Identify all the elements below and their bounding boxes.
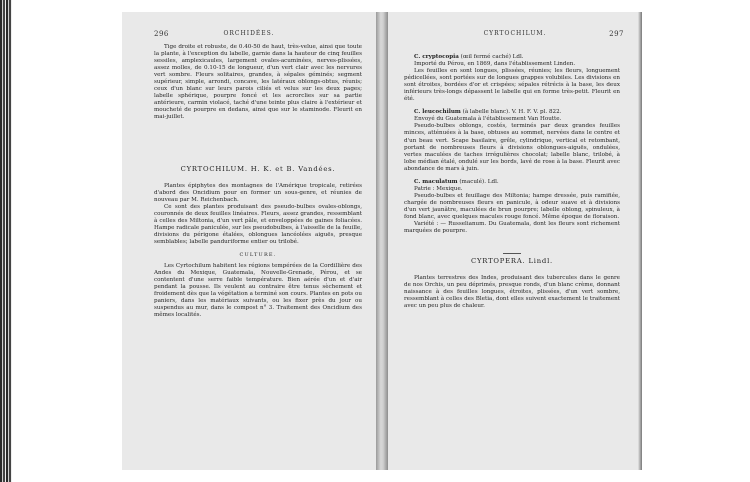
genus-intro-paragraph: Plantes épiphytes des montagnes de l'Amérique tropicale, retirées d'abord des Oncidium pour en former un sous-genre, et réunies de nouveau par M. Reichenbach. [154, 182, 362, 203]
right-page [388, 12, 642, 470]
species-author: (œil fermé caché) Ldl. [460, 54, 524, 60]
species-heading-maculatum [404, 179, 620, 186]
species-description: Les feuilles en sont longues, plissées, réunies; les fleurs, longuement pédicellées, sont portées sur de longues grappes volubiles. Les divisions en sont étroites, bordées d'or et crispées; sépales rétrécis à la base, les deux inférieurs très-longs dépassent le labelle qui en forme très-petit. Fleurit en été. [404, 68, 620, 103]
species-description: Pseudo-bulbes et feuillage des Miltonia; hampe dressée, puis ramifiée, chargée de nombreuses fleurs en panicule, à odeur suave et à divisions d'un vert jaunâtre, maculées de brun pourpre; labelle oblong, spinuleux, à fond blanc, avec quelques macules rouge foncé. Même époque de floraison. [404, 192, 620, 220]
species-variety: Variété : — Russelianum. Du Guatemala, dont les fleurs sont richement marquées de pourpre. [404, 221, 620, 235]
culture-heading: CULTURE. [239, 251, 277, 258]
species-origin: Patrie : Mexique. [414, 185, 463, 192]
culture-paragraph: Les Cyrtochilum habitent les régions tempérées de la Cordillière des Andes du Mexique, Guatemala, Nouvelle-Grenade, Pérou, et se contentent d'une serre faible température. Bien aérée d'un et d'air pendant la pousse. Ils veulent au contraire être tenus sèchement et froidement dès que la végétation a terminé son cours. Plantes en pots ou paniers, dans les matériaux suivants, ou les fixer près du jour ou suspendus au mur, dans le compost n° 3. Traitement des Oncidium des mêmes localités. [154, 263, 362, 319]
scan-edge-shadow [0, 0, 12, 482]
genus-cyrtopera-paragraph: Plantes terrestres des Indes, produisant des tubercules dans le genre de nos Orchis, un peu déprimés, presque ronds, d'un blanc crème, donnant naissance à des feuilles longues, étroites, plissées, d'un vert sombre, ressemblant à celles des Bletia, dont elles suivent exactement le traitement avec un peu plus de chaleur. [404, 275, 620, 310]
species-name: C. leucochilum [414, 109, 461, 116]
genus-title-cyrtochilum: CYRTOCHILUM. H. K. et B. Vandées. [180, 164, 336, 173]
species-origin: Importé du Pérou, en 1869, dans l'établissement Linden. [414, 61, 576, 68]
left-page [122, 12, 376, 470]
right-running-head: CYRTOCHILUM. [483, 30, 547, 37]
species-name: C. cryptocopia [414, 54, 459, 60]
species-author: (à labelle blanc). V. H. F. V. pl. 822. [462, 109, 562, 116]
species-author: (maculé). Ldl. [459, 178, 499, 185]
book-gutter [376, 12, 388, 470]
right-page-body [404, 54, 620, 462]
genus-description-paragraph: Ce sont des plantes produisant des pseudo-bulbes ovales-oblongs, couronnés de deux feuilles linéaires. Fleurs, assez grandes, ressemblant à celles des Miltonia, d'un vert pâle, et enveloppées de gaines foliacées. Hampe radicale paniculée, sur les pseudobulbes, à l'aisselle de la feuille, divisions du périgone étalées, oblongues lancéolées aiguës, presque semblables; labelle panduriforme entier ou trilobé. [154, 203, 362, 245]
species-origin: Envoyé du Guatemala à l'établissement Van Houtte. [414, 116, 562, 123]
intro-paragraph: Tige droite et robuste, de 0.40-50 de haut, très-velue, ainsi que toute la plante, à l'exception du labelle, garnie dans la hauteur de cinq feuilles sessiles, amplexicaules, largement ovales-acuminées, nerves-plissées, assez molles, de 0.10-15 de longueur, d'un vert clair avec les nervures vert sombre. Fleurs solitaires, grandes, à sépales géminés; segment supérieur, simple, arrondi, concave, les latéraux oblongs-obtus, réunis; ceux d'un blanc sur leurs parois ciliés et velus sur les deux pages; labelle sphérique, pourpre foncé et les acrorclies sur sa partie antérieure, carmin violacé, taché d'une teinte plus claire à l'extérieur et moucheté de pourpre en dedans, ainsi que sur le staminode. Fleurit en mai-juillet. [154, 44, 362, 121]
left-page-number: 296 [154, 30, 169, 38]
book-spread [122, 12, 642, 470]
left-running-head: ORCHIDÉES. [223, 30, 275, 37]
right-page-header [388, 30, 642, 40]
species-description: Pseudo-bulbes oblongs, costés, terminés par deux grandes feuilles minces, atténuées à la base, obtuses au sommet, nervées dans le centre et d'un beau vert. Scape basilaire, grêle, cylindrique, vertical et retombant, portant de nombreuses fleurs à divisions oblongues-aiguës, ondulées, vertes maculées de taches irrégulières chocolat; labelle blanc, trilobé, à lobe médian étalé, ondulé sur les bords, lavé de rose à la base. Fleurit avec abondance de mars à juin. [404, 123, 620, 172]
right-page-number: 297 [609, 30, 624, 38]
left-page-header [122, 30, 376, 40]
genus-title-cyrtopera: CYRTOPERA. Lindl. [470, 257, 554, 266]
page-edge-right [638, 12, 642, 470]
species-name: C. maculatum [414, 178, 458, 185]
species-heading-cryptocopia [404, 54, 620, 61]
left-page-body [154, 44, 362, 462]
